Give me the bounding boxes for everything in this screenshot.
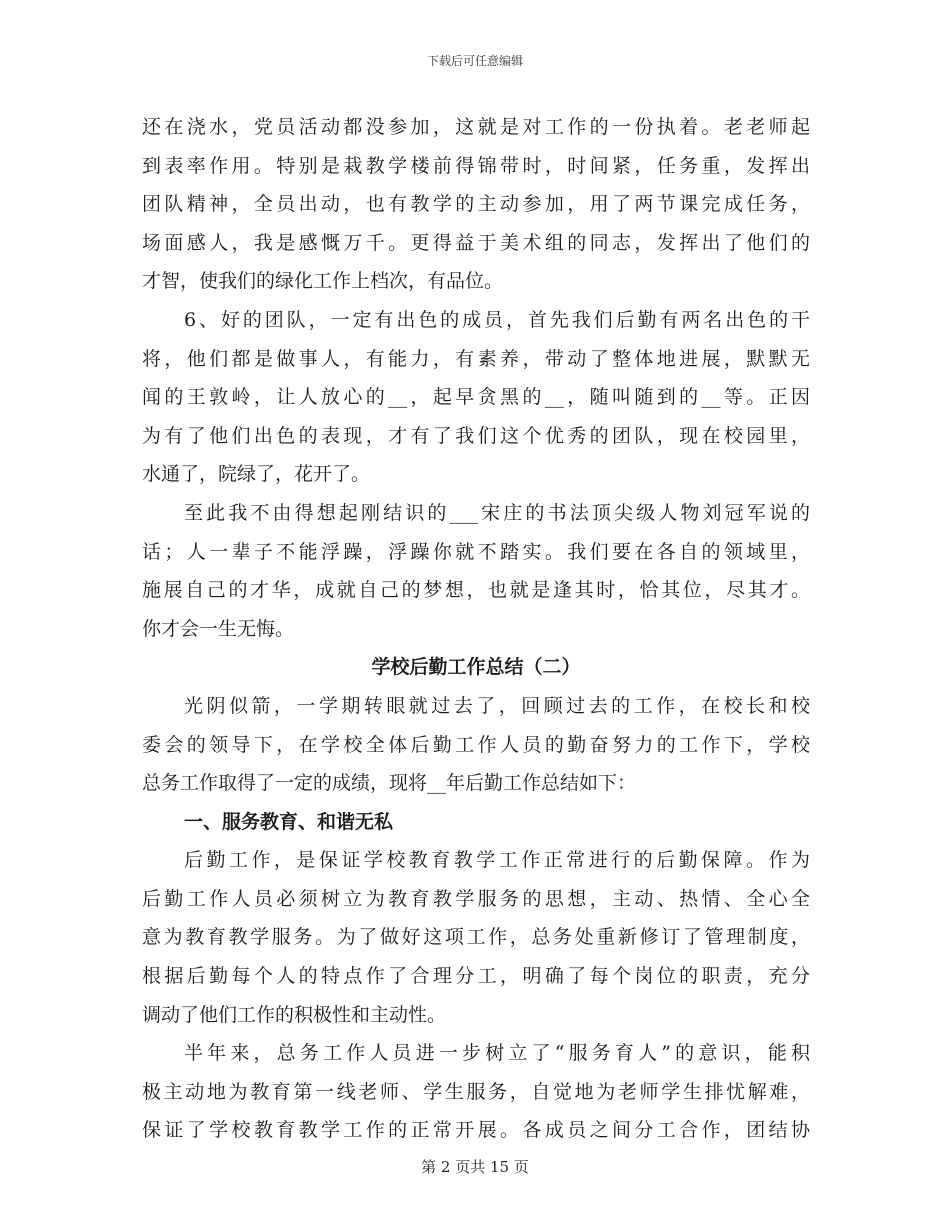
text-line: 根据后勤每个人的特点作了合理分工，明确了每个岗位的职责，充分 <box>142 965 810 988</box>
text-line: 施展自己的才华，成就自己的梦想，也就是逢其时，恰其位，尽其才。 <box>142 579 810 602</box>
document-body <box>142 108 810 1150</box>
text-line: 光阴似箭，一学期转眼就过去了，回顾过去的工作，在校长和校 <box>184 694 810 717</box>
text-line: 委会的领导下，在学校全体后勤工作人员的勤奋努力的工作下，学校 <box>142 733 810 756</box>
text-line: 你才会一生无悔。 <box>142 617 295 640</box>
text-line: 半年来，总务工作人员进一步树立了“服务育人”的意识，能积 <box>184 1042 810 1065</box>
text-line: 才智，使我们的绿化工作上档次，有品位。 <box>142 270 504 293</box>
text-line: 水通了，院绿了，花开了。 <box>142 463 371 486</box>
text-line: 将，他们都是做事人，有能力，有素养，带动了整体地进展，默默无 <box>142 347 810 370</box>
text-line: 至此我不由得想起刚结识的___宋庄的书法顶尖级人物刘冠军说的 <box>184 501 810 524</box>
text-line: 场面感人，我是感慨万千。更得益于美术组的同志，发挥出了他们的 <box>142 231 810 254</box>
text-line: 后勤工作人员必须树立为教育教学服务的思想，主动、热情、全心全 <box>142 887 810 910</box>
text-line: 后勤工作，是保证学校教育教学工作正常进行的后勤保障。作为 <box>184 849 810 872</box>
text-line: 还在浇水，党员活动都没参加，这就是对工作的一份执着。老老师起 <box>142 116 810 138</box>
text-line: 到表率作用。特别是栽教学楼前得锦带时，时间紧，任务重，发挥出 <box>142 154 810 177</box>
text-line: 为有了他们出色的表现，才有了我们这个优秀的团队，现在校园里， <box>142 424 810 447</box>
page-header: 下载后可任意编辑 <box>426 54 523 68</box>
section-title: 学校后勤工作总结（二） <box>371 656 581 679</box>
text-line: 意为教育教学服务。为了做好这项工作，总务处重新修订了管理制度， <box>142 926 810 949</box>
text-line: 极主动地为教育第一线老师、学生服务，自觉地为老师学生排忧解难， <box>142 1080 810 1103</box>
text-line: 调动了他们工作的积极性和主动性。 <box>142 1003 447 1026</box>
text-line: 6、好的团队，一定有出色的成员，首先我们后勤有两名出色的干 <box>184 308 810 331</box>
text-line: 闻的王敦岭，让人放心的__，起早贪黑的__，随叫随到的__等。正因 <box>142 386 810 409</box>
text-line: 总务工作取得了一定的成绩，现将__年后勤工作总结如下： <box>142 772 637 795</box>
page-footer: 第 2 页共 15 页 <box>421 1158 529 1176</box>
subheading: 一、服务教育、和谐无私 <box>184 810 394 833</box>
text-line: 团队精神，全员出动，也有教学的主动参加，用了两节课完成任务， <box>142 193 810 216</box>
text-line: 话；人一辈子不能浮躁，浮躁你就不踏实。我们要在各自的领域里， <box>142 540 810 563</box>
text-line: 保证了学校教育教学工作的正常开展。各成员之间分工合作，团结协 <box>142 1119 810 1142</box>
